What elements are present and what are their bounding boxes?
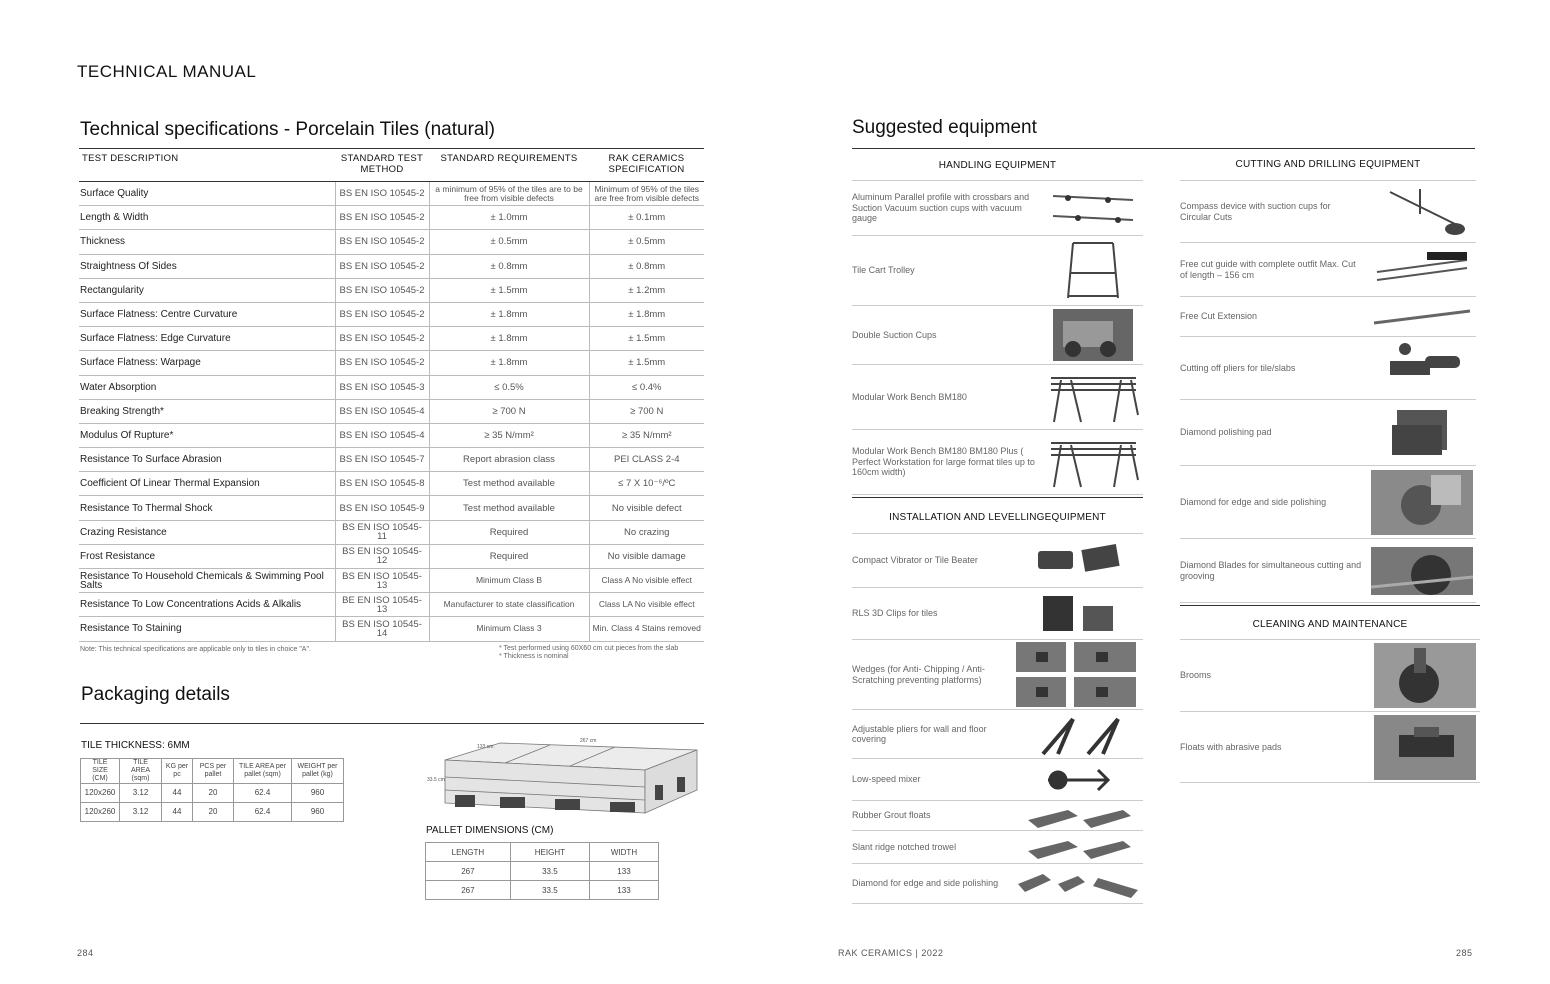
installation-item-label: Diamond for edge and side polishing	[852, 878, 999, 889]
pallet-diagram	[425, 735, 700, 830]
handling-item-image	[1043, 238, 1143, 303]
packaging-table	[80, 758, 344, 822]
spec-cell: Coefficient Of Linear Thermal Expansion	[79, 472, 335, 496]
spec-cell: Frost Resistance	[79, 544, 335, 568]
spec-cell: BS EN ISO 10545-2	[335, 254, 429, 278]
pkg-cell: 120x260	[81, 784, 120, 803]
spec-cell: BS EN ISO 10545-12	[335, 544, 429, 568]
spec-cell: ≥ 35 N/mm²	[429, 423, 589, 447]
spec-cell: ± 1.5mm	[589, 351, 704, 375]
installation-item-image	[1013, 709, 1143, 759]
spec-cell: BS EN ISO 10545-2	[335, 230, 429, 254]
cutting-heading: CUTTING AND DRILLING EQUIPMENT	[1235, 159, 1421, 170]
pkg-col: TILE SIZE (CM)	[81, 759, 120, 784]
spec-cell: Rectangularity	[79, 278, 335, 302]
footer-brand: RAK CERAMICS | 2022	[838, 948, 944, 958]
spec-cell: Resistance To Low Concentrations Acids & Alkalis	[79, 593, 335, 617]
spec-row	[79, 520, 704, 544]
page-number-right: 285	[1456, 948, 1473, 958]
spec-cell: BS EN ISO 10545-13	[335, 569, 429, 593]
handling-item	[852, 430, 1143, 495]
cutting-item-label: Free cut guide with complete outfit Max. Cut of length – 156 cm	[1180, 259, 1356, 280]
pallet-col: LENGTH	[426, 843, 511, 862]
cutting-item-image	[1368, 341, 1476, 396]
pallet-dimensions-label: PALLET DIMENSIONS (CM)	[426, 825, 554, 836]
spec-cell: ± 1.8mm	[589, 302, 704, 326]
spec-row	[79, 593, 704, 617]
spec-row	[79, 496, 704, 520]
pkg-cell: 62.4	[234, 803, 292, 822]
spec-cell: ± 1.2mm	[589, 278, 704, 302]
cutting-item	[1180, 337, 1476, 400]
cutting-item-image	[1368, 307, 1476, 327]
spec-cell: ± 0.5mm	[429, 230, 589, 254]
handling-item-image	[1043, 435, 1143, 490]
installation-item-image	[1013, 866, 1143, 901]
cutting-item-image	[1368, 470, 1476, 535]
pallet-table	[425, 842, 659, 900]
pkg-col: TILE AREA per pallet (sqm)	[234, 759, 292, 784]
spec-cell: Water Absorption	[79, 375, 335, 399]
spec-cell: Minimum Class 3	[429, 617, 589, 641]
spec-row	[79, 327, 704, 351]
installation-item-label: RLS 3D Clips for tiles	[852, 608, 938, 619]
equipment-title: Suggested equipment	[852, 117, 1037, 138]
spec-col-description: TEST DESCRIPTION	[79, 149, 335, 182]
spec-row	[79, 617, 704, 641]
handling-item-label: Aluminum Parallel profile with crossbars and Suction Vacuum suction cups with vacuum gauge	[852, 192, 1030, 224]
cutting-item-image	[1368, 405, 1476, 460]
spec-cell: a minimum of 95% of the tiles are to be free from visible defects	[429, 182, 589, 206]
installation-item	[852, 640, 1143, 710]
spec-cell: ± 0.1mm	[589, 206, 704, 230]
spec-cell: ± 0.8mm	[589, 254, 704, 278]
handling-item	[852, 181, 1143, 236]
handling-item	[852, 236, 1143, 306]
cleaning-heading: CLEANING AND MAINTENANCE	[1252, 619, 1408, 630]
installation-item-label: Compact Vibrator or Tile Beater	[852, 555, 978, 566]
installation-item	[852, 801, 1143, 831]
spec-cell: BS EN ISO 10545-11	[335, 520, 429, 544]
cutting-item	[1180, 297, 1476, 337]
spec-cell: BS EN ISO 10545-4	[335, 423, 429, 447]
spec-cell: BS EN ISO 10545-2	[335, 327, 429, 351]
cutting-item-label: Diamond polishing pad	[1180, 427, 1272, 438]
spec-cell: BE EN ISO 10545-13	[335, 593, 429, 617]
spec-cell: ≤ 0.5%	[429, 375, 589, 399]
diagram-width-label: 133 cm	[477, 744, 494, 750]
cutting-item	[1180, 466, 1476, 539]
spec-cell: Resistance To Household Chemicals & Swimming Pool Salts	[79, 569, 335, 593]
cleaning-item-label: Floats with abrasive pads	[1180, 741, 1282, 752]
tile-thickness-label: TILE THICKNESS: 6MM	[81, 740, 190, 751]
handling-heading: HANDLING EQUIPMENT	[938, 160, 1057, 171]
installation-item	[852, 864, 1143, 904]
spec-cell: Surface Flatness: Centre Curvature	[79, 302, 335, 326]
diagram-height-label: 33.5 cm	[427, 777, 445, 783]
spec-cell: BS EN ISO 10545-2	[335, 278, 429, 302]
spec-cell: Resistance To Thermal Shock	[79, 496, 335, 520]
cutting-item	[1180, 181, 1476, 243]
handling-item-label: Double Suction Cups	[852, 329, 937, 340]
spec-cell: Minimum Class B	[429, 569, 589, 593]
spec-cell: Thickness	[79, 230, 335, 254]
spec-cell: ± 1.5mm	[589, 327, 704, 351]
cutting-item-image	[1368, 547, 1476, 595]
handling-item-image	[1043, 186, 1143, 231]
cleaning-item-label: Brooms	[1180, 670, 1212, 681]
spec-cell: Surface Flatness: Warpage	[79, 351, 335, 375]
spec-table	[79, 148, 704, 642]
handling-item-image	[1043, 309, 1143, 361]
pallet-col: WIDTH	[589, 843, 658, 862]
cutting-item-label: Compass device with suction cups for Circular Cuts	[1180, 201, 1331, 222]
spec-cell: BS EN ISO 10545-14	[335, 617, 429, 641]
handling-item-label: Modular Work Bench BM180 BM180 Plus ( Perfect Workstation for large format tiles up to 160cm width)	[852, 446, 1035, 478]
pkg-cell: 120x260	[81, 803, 120, 822]
pkg-row	[81, 784, 344, 803]
pkg-cell: 20	[193, 803, 234, 822]
spec-cell: No visible defect	[589, 496, 704, 520]
cleaning-divider	[1180, 605, 1480, 606]
spec-cell: No visible damage	[589, 544, 704, 568]
spec-cell: ± 1.5mm	[429, 278, 589, 302]
pallet-col: HEIGHT	[510, 843, 589, 862]
pkg-cell: 62.4	[234, 784, 292, 803]
spec-cell: Required	[429, 544, 589, 568]
spec-cell: ≥ 700 N	[429, 399, 589, 423]
pallet-cell: 267	[426, 881, 511, 900]
installation-heading: INSTALLATION AND LEVELLINGEQUIPMENT	[889, 512, 1106, 523]
pkg-cell: 3.12	[120, 784, 162, 803]
pkg-cell: 960	[292, 803, 344, 822]
spec-cell: BS EN ISO 10545-7	[335, 448, 429, 472]
spec-cell: Surface Flatness: Edge Curvature	[79, 327, 335, 351]
spec-col-rak: RAK CERAMICS SPECIFICATION	[589, 149, 704, 182]
pkg-cell: 44	[162, 784, 193, 803]
spec-cell: BS EN ISO 10545-9	[335, 496, 429, 520]
spec-row	[79, 182, 704, 206]
cutting-item	[1180, 243, 1476, 297]
installation-item-image	[1013, 760, 1143, 800]
spec-cell: Required	[429, 520, 589, 544]
handling-item-image	[1043, 370, 1143, 425]
spec-row	[79, 375, 704, 399]
spec-cell: ± 1.8mm	[429, 302, 589, 326]
pkg-cell: 960	[292, 784, 344, 803]
pkg-cell: 20	[193, 784, 234, 803]
cutting-item-label: Diamond Blades for simultaneous cutting and grooving	[1180, 560, 1362, 581]
page-number-left: 284	[77, 948, 94, 958]
spec-cell: ≥ 35 N/mm²	[589, 423, 704, 447]
spec-title: Technical specifications - Porcelain Tiles (natural)	[80, 119, 496, 140]
spec-row	[79, 254, 704, 278]
installation-item	[852, 831, 1143, 864]
spec-note: Note: This technical specifications are applicable only to tiles in choice "A".	[80, 646, 311, 653]
installation-divider	[852, 497, 1143, 498]
pkg-row	[81, 803, 344, 822]
spec-cell: Class A No visible effect	[589, 569, 704, 593]
spec-cell: Min. Class 4 Stains removed	[589, 617, 704, 641]
packaging-divider	[80, 723, 704, 724]
handling-item-label: Modular Work Bench BM180	[852, 391, 967, 402]
installation-item-image	[1013, 591, 1143, 636]
spec-cell: Minimum of 95% of the tiles are free from visible defects	[589, 182, 704, 206]
cutting-item-image	[1368, 184, 1476, 239]
spec-cell: Modulus Of Rupture*	[79, 423, 335, 447]
cutting-item-label: Cutting off pliers for tile/slabs	[1180, 362, 1296, 373]
spec-cell: BS EN ISO 10545-2	[335, 302, 429, 326]
spec-cell: ± 1.8mm	[429, 351, 589, 375]
spec-row	[79, 448, 704, 472]
installation-item-label: Rubber Grout floats	[852, 810, 931, 821]
cutting-item-image	[1368, 250, 1476, 290]
pkg-col: WEIGHT per pallet (kg)	[292, 759, 344, 784]
spec-cell: Report abrasion class	[429, 448, 589, 472]
spec-cell: BS EN ISO 10545-2	[335, 182, 429, 206]
cleaning-item	[1180, 640, 1480, 712]
spec-cell: ± 1.0mm	[429, 206, 589, 230]
pkg-col: TILE AREA (sqm)	[120, 759, 162, 784]
spec-row	[79, 423, 704, 447]
installation-item	[852, 759, 1143, 801]
installation-item	[852, 588, 1143, 640]
installation-item-label: Wedges (for Anti- Chipping / Anti-Scratching preventing platforms)	[852, 664, 985, 685]
spec-footnote-2: * Thickness is nominal	[499, 653, 569, 660]
pallet-row	[426, 862, 659, 881]
spec-cell: BS EN ISO 10545-2	[335, 206, 429, 230]
spec-cell: Length & Width	[79, 206, 335, 230]
installation-item-label: Adjustable pliers for wall and floor covering	[852, 723, 987, 744]
diagram-length-label: 267 cm	[580, 738, 597, 744]
installation-item-image	[1013, 802, 1143, 830]
cutting-item-label: Free Cut Extension	[1180, 311, 1258, 322]
equipment-divider	[852, 148, 1475, 149]
spec-row	[79, 569, 704, 593]
handling-item-label: Tile Cart Trolley	[852, 265, 915, 276]
cleaning-item	[1180, 712, 1480, 783]
spec-cell: Test method available	[429, 496, 589, 520]
spec-footnote-1: * Test performed using 60X60 cm cut pieces from the slab	[499, 645, 679, 652]
installation-item	[852, 534, 1143, 588]
spec-cell: Test method available	[429, 472, 589, 496]
spec-cell: Surface Quality	[79, 182, 335, 206]
pkg-col: PCS per pallet	[193, 759, 234, 784]
spec-cell: PEI CLASS 2-4	[589, 448, 704, 472]
spec-cell: ≥ 700 N	[589, 399, 704, 423]
spec-col-requirements: STANDARD REQUIREMENTS	[429, 149, 589, 182]
spec-row	[79, 544, 704, 568]
cutting-item-label: Diamond for edge and side polishing	[1180, 496, 1327, 507]
spec-cell: Resistance To Surface Abrasion	[79, 448, 335, 472]
spec-col-method: STANDARD TEST METHOD	[335, 149, 429, 182]
installation-item-image	[1013, 642, 1143, 707]
spec-row	[79, 206, 704, 230]
spec-cell: No crazing	[589, 520, 704, 544]
manual-title: TECHNICAL MANUAL	[77, 62, 257, 81]
spec-cell: Class LA No visible effect	[589, 593, 704, 617]
pallet-cell: 267	[426, 862, 511, 881]
pallet-cell: 133	[589, 862, 658, 881]
installation-item	[852, 710, 1143, 759]
spec-cell: Resistance To Staining	[79, 617, 335, 641]
cutting-item	[1180, 400, 1476, 466]
pkg-cell: 3.12	[120, 803, 162, 822]
spec-cell: Straightness Of Sides	[79, 254, 335, 278]
spec-cell: ± 0.5mm	[589, 230, 704, 254]
pkg-cell: 44	[162, 803, 193, 822]
handling-item	[852, 306, 1143, 365]
cleaning-item-image	[1370, 715, 1480, 780]
installation-item-image	[1013, 541, 1143, 581]
installation-item-label: Slant ridge notched trowel	[852, 841, 957, 852]
spec-cell: Breaking Strength*	[79, 399, 335, 423]
spec-row	[79, 399, 704, 423]
spec-cell: BS EN ISO 10545-8	[335, 472, 429, 496]
spec-cell: ± 0.8mm	[429, 254, 589, 278]
cutting-item	[1180, 539, 1476, 603]
pallet-cell: 33.5	[510, 862, 589, 881]
spec-row	[79, 302, 704, 326]
pallet-cell: 133	[589, 881, 658, 900]
spec-cell: BS EN ISO 10545-3	[335, 375, 429, 399]
spec-cell: ± 1.8mm	[429, 327, 589, 351]
spec-cell: ≤ 7 X 10⁻⁶/ºC	[589, 472, 704, 496]
cleaning-item-image	[1370, 643, 1480, 708]
pkg-col: KG per pc	[162, 759, 193, 784]
packaging-title: Packaging details	[81, 684, 230, 705]
spec-cell: Manufacturer to state classification	[429, 593, 589, 617]
spec-cell: BS EN ISO 10545-4	[335, 399, 429, 423]
installation-item-image	[1013, 833, 1143, 861]
pallet-cell: 33.5	[510, 881, 589, 900]
installation-item-label: Low-speed mixer	[852, 774, 921, 785]
spec-cell: BS EN ISO 10545-2	[335, 351, 429, 375]
handling-item	[852, 365, 1143, 430]
spec-row	[79, 472, 704, 496]
pallet-row	[426, 881, 659, 900]
spec-row	[79, 230, 704, 254]
spec-row	[79, 351, 704, 375]
spec-cell: ≤ 0.4%	[589, 375, 704, 399]
spec-cell: Crazing Resistance	[79, 520, 335, 544]
spec-row	[79, 278, 704, 302]
